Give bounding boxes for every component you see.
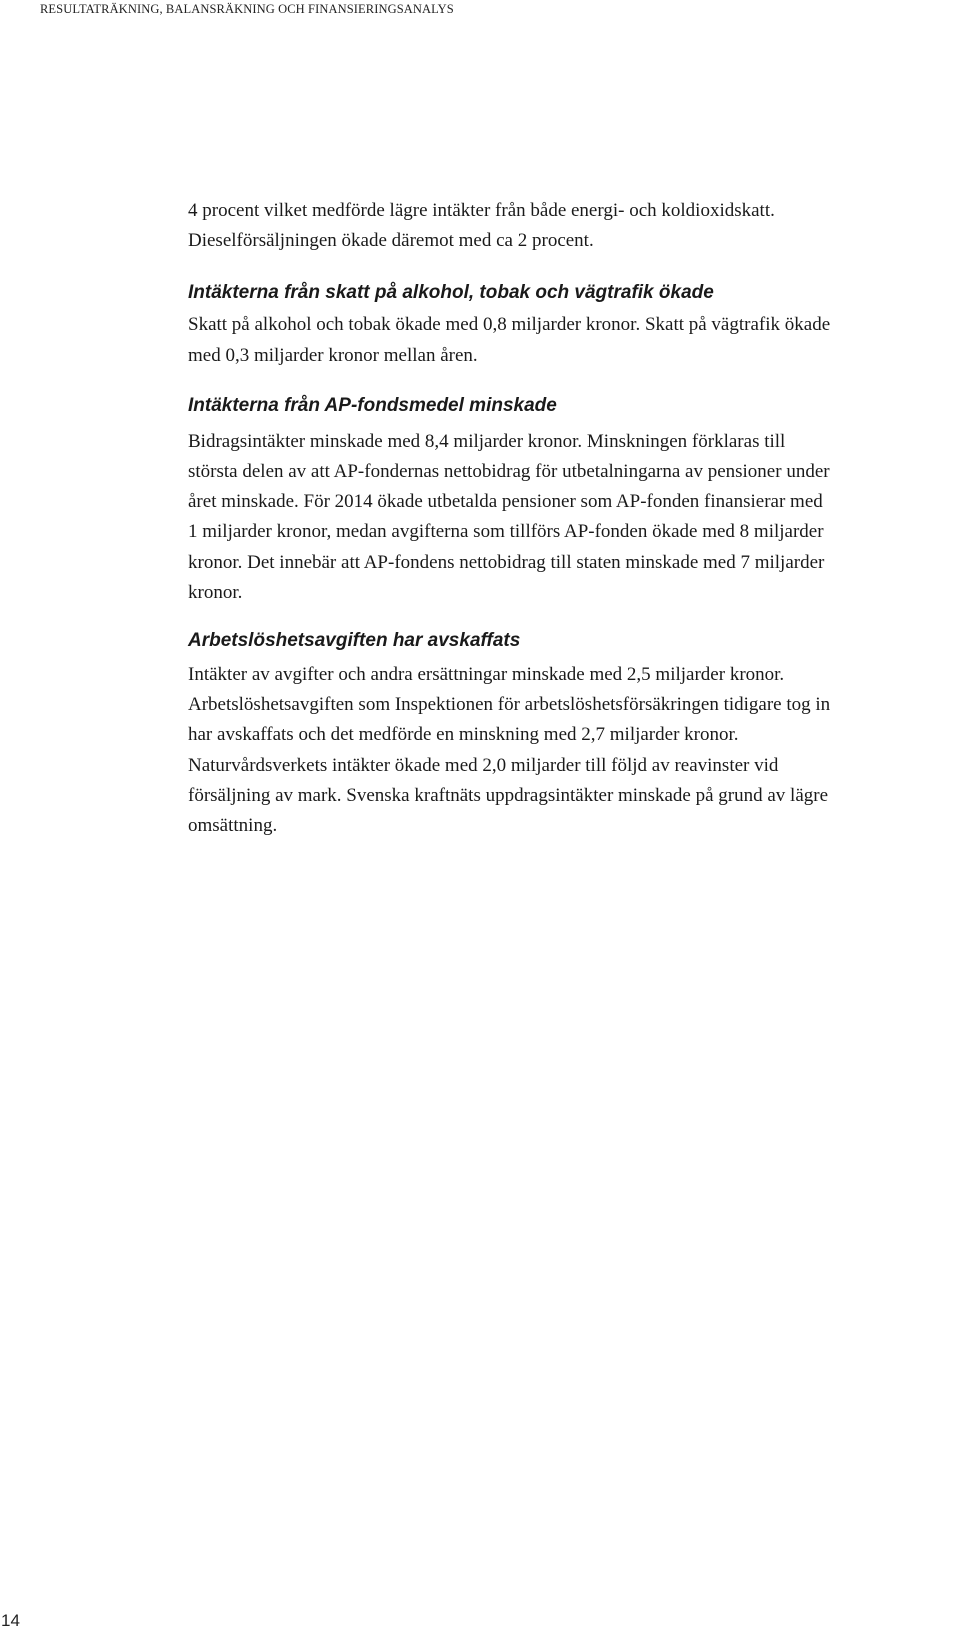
paragraph-intro <box>188 196 960 256</box>
text-line: Naturvårdsverkets intäkter ökade med 2,0 miljarder till följd av reavinster vid <box>188 754 779 776</box>
text-line: året minskade. För 2014 ökade utbetalda pensioner som AP-fonden finansierar med <box>188 491 823 513</box>
section-heading-arbetsloshetsavgift: Arbetslöshetsavgiften har avskaffats <box>188 630 521 652</box>
paragraph-arbetsloshetsavgift <box>188 660 960 841</box>
text-line: har avskaffats och det medförde en minskning med 2,7 miljarder kronor. <box>188 724 739 746</box>
section-heading-ap-fonder: Intäkterna från AP-fondsmedel minskade <box>188 394 557 416</box>
text-line: omsättning. <box>188 815 278 837</box>
page-number: 14 <box>1 1611 20 1630</box>
text-line: 4 procent vilket medförde lägre intäkter från både energi- och koldioxidskatt. <box>188 200 775 221</box>
section-heading-alkohol: Intäkterna från skatt på alkohol, tobak och vägtrafik ökade <box>188 282 714 304</box>
text-line: försäljning av mark. Svenska kraftnäts uppdragsintäkter minskade på grund av lägre <box>188 784 829 806</box>
text-line: Arbetslöshetsavgiften som Inspektionen för arbetslöshetsförsäkringen tidigare tog in <box>188 694 831 716</box>
text-line: 1 miljarder kronor, medan avgifterna som tillförs AP-fonden ökade med 8 miljarder <box>188 521 824 543</box>
text-line: kronor. Det innebär att AP-fondens nettobidrag till staten minskade med 7 miljarder <box>188 551 825 573</box>
text-line: största delen av att AP-fondernas nettobidrag för utbetalningarna av pensioner under <box>188 461 830 483</box>
document-body <box>188 196 960 841</box>
running-header: RESULTATRÄKNING, BALANSRÄKNING OCH FINANSIERINGSANALYS <box>40 2 454 16</box>
text-line: med 0,3 miljarder kronor mellan åren. <box>188 344 478 366</box>
text-line: Skatt på alkohol och tobak ökade med 0,8 miljarder kronor. Skatt på vägtrafik ökade <box>188 314 831 336</box>
text-line: Dieselförsäljningen ökade däremot med ca 2 procent. <box>188 230 594 252</box>
paragraph-ap-fonder <box>188 427 960 608</box>
text-line: kronor. <box>188 581 243 603</box>
text-line: Bidragsintäkter minskade med 8,4 miljarder kronor. Minskningen förklaras till <box>188 430 786 452</box>
text-line: Intäkter av avgifter och andra ersättningar minskade med 2,5 miljarder kronor. <box>188 664 785 686</box>
paragraph-alkohol <box>188 310 960 370</box>
